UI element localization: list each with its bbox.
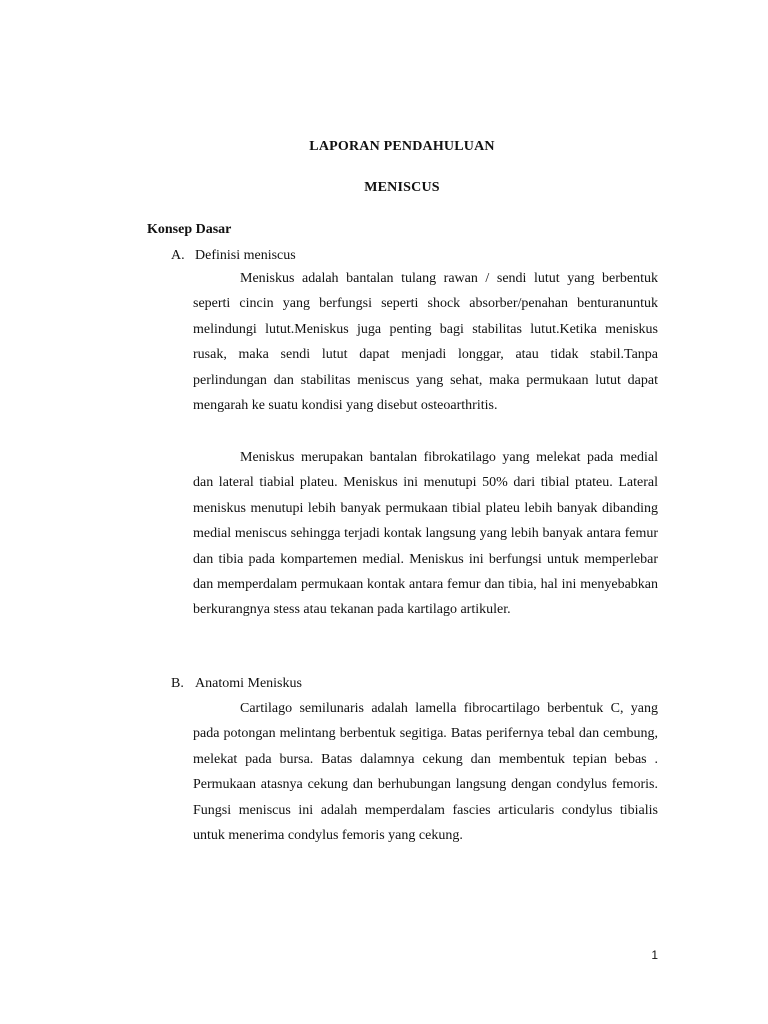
item-b-label: Anatomi Meniskus: [195, 676, 302, 691]
item-a-label: Definisi meniscus: [195, 248, 296, 263]
page-number: 1: [651, 948, 658, 962]
section-heading: Konsep Dasar: [147, 222, 232, 237]
definition-paragraph-1: Meniskus adalah bantalan tulang rawan / sendi lutut yang berbentuk seperti cincin yang berfungsi seperti shock absorber/penahan benturanuntuk melindungi lutut.Meniskus juga penting bagi stabilitas lutut.Ketika meniskus rusak, maka sendi lutut dapat menjadi longgar, atau tidak stabil.Tanpa perlindungan dan stabilitas meniscus yang sehat, maka permukaan lutut dapat mengarah ke suatu kondisi yang disebut osteoarthritis.: [193, 271, 658, 414]
item-a-letter: A.: [171, 248, 185, 263]
item-b-heading: [171, 676, 302, 692]
definition-paragraph-2: Meniskus merupakan bantalan fibrokatilago yang melekat pada medial dan lateral tiabial plateu. Meniskus ini menutupi 50% dari tibial ptateu. Lateral meniskus menutupi lebih banyak permukaan tibial plateu lebih banyak dibanding medial meniscus sehingga terjadi kontak langsung yang lebih banyak antara femur dan tibia pada kompartemen medial. Meniskus ini berfungsi untuk memperlebar dan memperdalam permukaan kontak antara femur dan tibia, hal ini menyebabkan berkurangnya stess atau tekanan pada kartilago artikuler.: [193, 450, 658, 618]
item-b-letter: B.: [171, 676, 184, 691]
document-subtitle: MENISCUS: [364, 180, 440, 195]
item-a-heading: [171, 248, 296, 264]
document-title: LAPORAN PENDAHULUAN: [309, 139, 495, 154]
anatomy-paragraph-1: Cartilago semilunaris adalah lamella fibrocartilago berbentuk C, yang pada potongan melintang berbentuk segitiga. Batas perifernya tebal dan cembung, melekat pada bursa. Batas dalamnya cekung dan membentuk tepian bebas . Permukaan atasnya cekung dan berhubungan langsung dengan condylus femoris. Fungsi meniscus ini adalah memperdalam fascies articularis condylus tibialis untuk menerima condylus femoris yang cekung.: [193, 701, 658, 844]
